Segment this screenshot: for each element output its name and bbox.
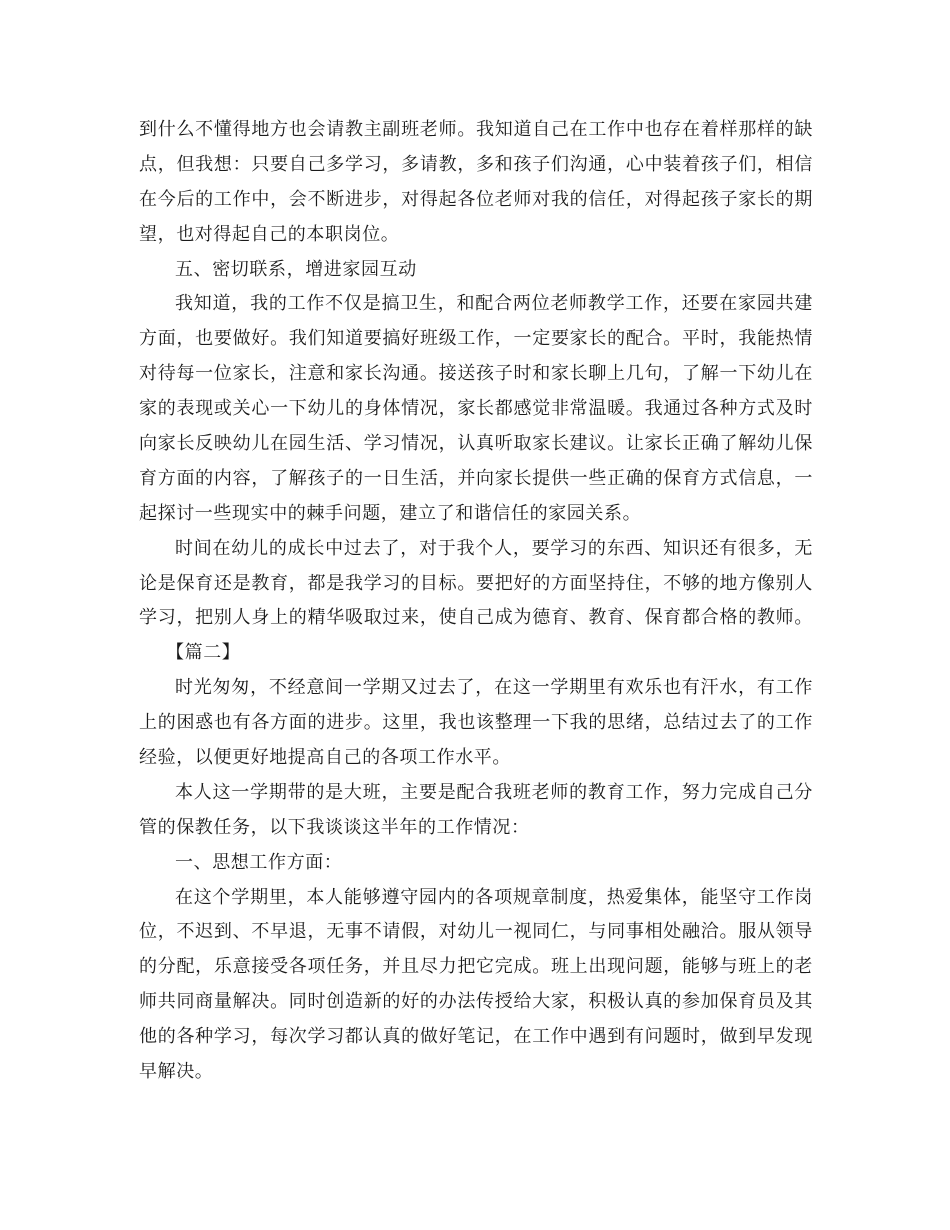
text-line: 起探讨一些现实中的棘手问题，建立了和谐信任的家园关系。 — [139, 502, 642, 524]
text-line: 向家长反映幼儿在园生活、学习情况，认真听取家长建议。让家长正确了解幼儿保 — [139, 433, 813, 455]
text-line: 育方面的内容，了解孩子的一日生活，并向家长提供一些正确的保育方式信息，一 — [139, 467, 813, 489]
text-line: 点，但我想：只要自己多学习，多请教，多和孩子们沟通，心中装着孩子们，相信 — [139, 153, 813, 175]
text-line: 望，也对得起自己的本职岗位。 — [139, 223, 400, 245]
text-line: 早解决。 — [139, 1061, 214, 1083]
text-line: 本人这一学期带的是大班，主要是配合我班老师的教育工作，努力完成自己分 — [175, 781, 813, 803]
text-line: 经验，以便更好地提高自己的各项工作水平。 — [139, 747, 511, 769]
text-line: 一、思想工作方面： — [175, 851, 343, 873]
text-line: 在今后的工作中，会不断进步，对得起各位老师对我的信任，对得起孩子家长的期 — [139, 188, 813, 210]
text-line: 时光匆匆，不经意间一学期又过去了，在这一学期里有欢乐也有汗水，有工作 — [175, 677, 813, 699]
text-line: 到什么不懂得地方也会请教主副班老师。我知道自己在工作中也存在着样那样的缺 — [139, 119, 813, 140]
text-line: 的分配，乐意接受各项任务，并且尽力把它完成。班上出现问题，能够与班上的老 — [139, 956, 813, 978]
text-line: 时间在幼儿的成长中过去了，对于我个人，要学习的东西、知识还有很多，无 — [175, 537, 813, 559]
text-line: 五、密切联系，增进家园互动 — [175, 258, 417, 280]
text-line: 位，不迟到、不早退，无事不请假，对幼儿一视同仁，与同事相处融洽。服从领导 — [139, 921, 813, 943]
text-line: 他的各种学习，每次学习都认真的做好笔记，在工作中遇到有问题时，做到早发现 — [139, 1026, 813, 1048]
text-line: 对待每一位家长，注意和家长沟通。接送孩子时和家长聊上几句，了解一下幼儿在 — [139, 363, 813, 385]
text-line: 论是保育还是教育，都是我学习的目标。要把好的方面坚持住，不够的地方像别人 — [139, 572, 813, 594]
text-line: 管的保教任务，以下我谈谈这半年的工作情况： — [139, 816, 530, 838]
text-line: 家的表现或关心一下幼儿的身体情况，家长都感觉非常温暖。我通过各种方式及时 — [139, 398, 813, 420]
text-line: 学习，把别人身上的精华吸取过来，使自己成为德育、教育、保育都合格的教师。 — [139, 607, 813, 629]
section-heading: 【篇二】 — [166, 642, 241, 664]
text-line: 上的困惑也有各方面的进步。这里，我也该整理一下我的思绪，总结过去了的工作 — [139, 712, 813, 734]
text-line: 我知道，我的工作不仅是搞卫生，和配合两位老师教学工作，还要在家园共建 — [175, 293, 813, 315]
document-body — [139, 113, 813, 1090]
text-line: 在这个学期里，本人能够遵守园内的各项规章制度，热爱集体，能坚守工作岗 — [175, 886, 813, 908]
text-line: 师共同商量解决。同时创造新的好的办法传授给大家，积极认真的参加保育员及其 — [139, 991, 813, 1013]
text-line: 方面，也要做好。我们知道要搞好班级工作，一定要家长的配合。平时，我能热情 — [139, 328, 813, 350]
